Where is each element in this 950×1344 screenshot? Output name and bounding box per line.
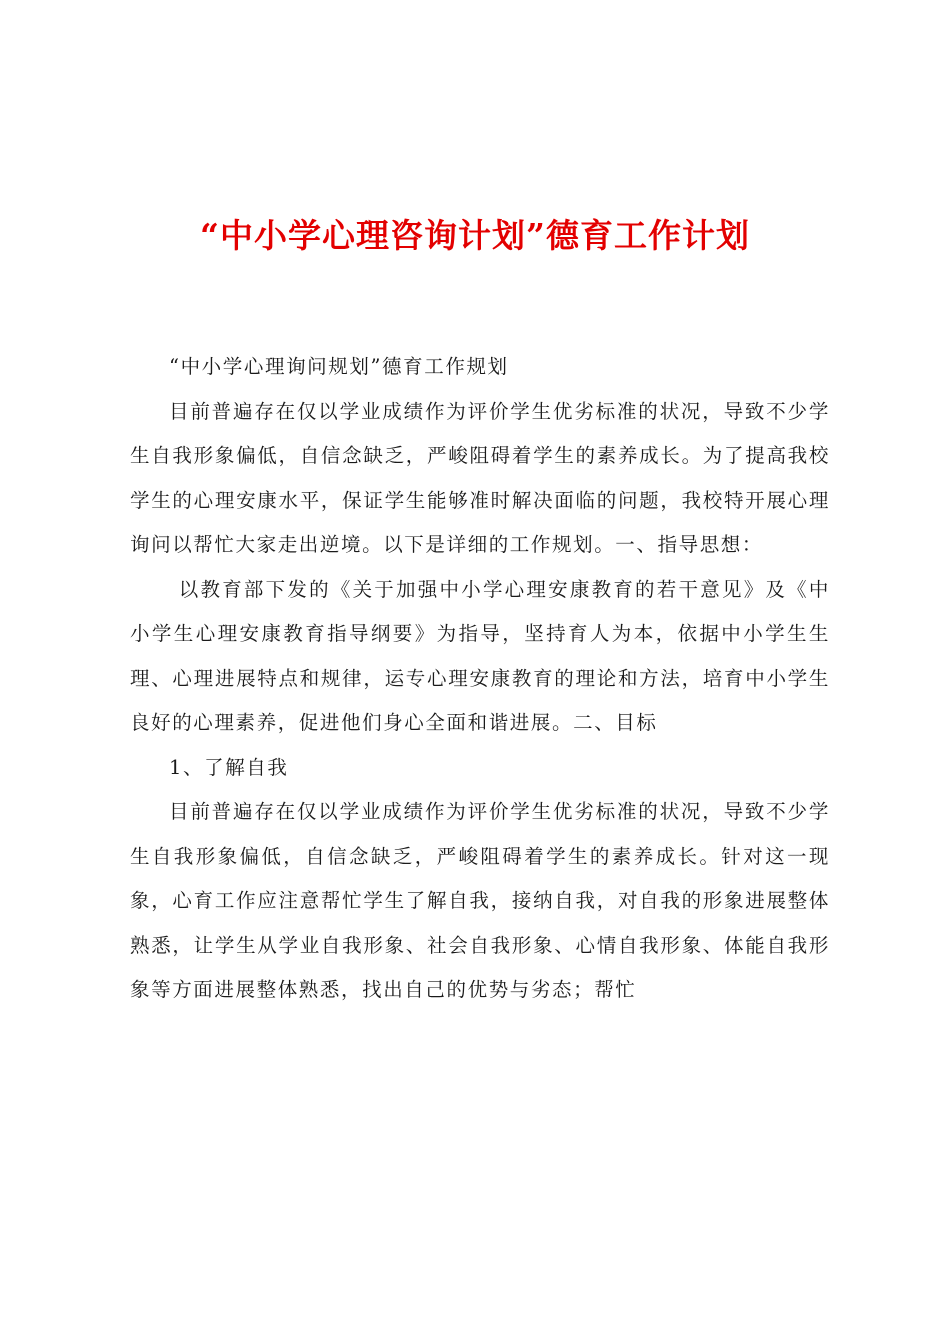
paragraph-intro: 目前普遍存在仅以学业成绩作为评价学生优劣标准的状况，导致不少学生自我形象偏低，自信念缺乏，严峻阻碍着学生的素养成长。为了提高我校学生的心理安康水平，保证学生能够准时解决面临的问题，我校特开展心理询问以帮忙大家走出逆境。以下是详细的工作规划。一、指导思想：	[130, 399, 830, 556]
document-subtitle: “中小学心理询问规划”德育工作规划	[169, 355, 509, 378]
document-body	[130, 345, 830, 1013]
paragraph-understand-self: 目前普遍存在仅以学业成绩作为评价学生优劣标准的状况，导致不少学生自我形象偏低，自信念缺乏，严峻阻碍着学生的素养成长。针对这一现象，心育工作应注意帮忙学生了解自我，接纳自我，对自我的形象进展整体熟悉，让学生从学业自我形象、社会自我形象、心情自我形象、体能自我形象等方面进展整体熟悉，找出自己的优势与劣态；帮忙	[130, 800, 830, 1001]
section-heading-understand-self: 1、了解自我	[169, 755, 289, 779]
paragraph-guiding-ideology: 以教育部下发的《关于加强中小学心理安康教育的若干意见》及《中小学生心理安康教育指导纲要》为指导，坚持育人为本，依据中小学生生理、心理进展特点和规律，运专心理安康教育的理论和方法，培育中小学生良好的心理素养，促进他们身心全面和谐进展。二、目标	[130, 577, 830, 734]
document-title: “中小学心理咨询计划”德育工作计划	[200, 216, 750, 255]
